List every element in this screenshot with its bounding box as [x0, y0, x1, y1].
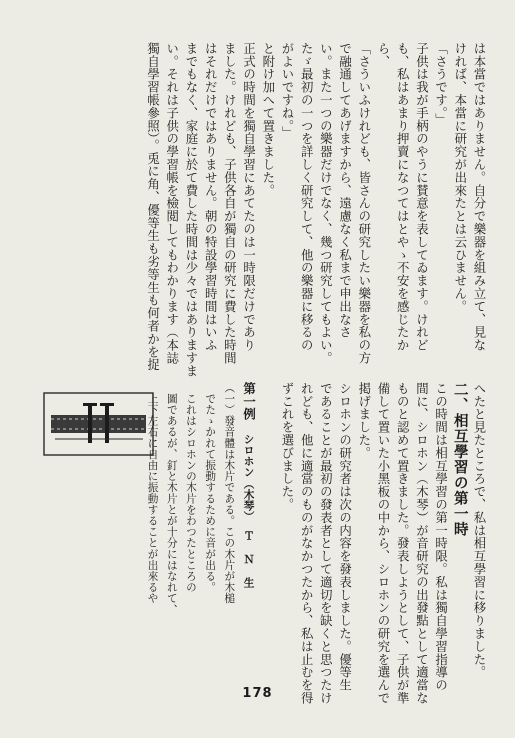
- example-label: 第一例: [241, 382, 257, 421]
- instruction-line: これはシロホンの木片をわつたところの: [184, 382, 197, 593]
- nail-head-left: [83, 403, 97, 406]
- text-line: ものと認めて置きました。發表しようとして、子供が準: [395, 382, 411, 705]
- text-line: ました。けれども、子供各自が獨自の研究に費した時間: [222, 42, 238, 365]
- text-line: へたと見たところで、私は相互學習に移りました。: [472, 382, 487, 679]
- text-line: 獨自學習帳參照）。兎に角、優等生も劣等生も何者かを捉: [145, 42, 161, 372]
- upper-text-block: [143, 42, 489, 378]
- quoted-line: 「さうです。」: [433, 42, 449, 127]
- student-name: Ｔ Ｎ 生: [242, 530, 255, 589]
- nail-head-right: [100, 403, 114, 406]
- text-line: 正式の時間を獨自學習にあてたのは一時限だけであり: [241, 42, 257, 352]
- text-line: も、私はあまり押賣になつてはとやゝ不安を感じたか: [395, 42, 411, 352]
- section-divider: [20, 357, 491, 358]
- text-line: れども、他に適當のものがなかつたから、私は止むを得: [299, 382, 315, 705]
- text-line: がよいですね。」: [279, 42, 295, 139]
- text-line: ければ、本當に研究が出來たとは云ひません。: [452, 42, 468, 313]
- text-line: と附け加へて置きました。: [260, 42, 276, 197]
- text-line: この時間は相互學習の第一時限。私は獨自學習指導の: [433, 382, 449, 692]
- text-line: であることが最初の發表者として適切を缺くと思つたけ: [318, 382, 334, 705]
- text-line: までもなく、家庭に於て費した時間は少々ではありますま: [183, 42, 199, 378]
- text-line: シロホンの研究者は次の内容を發表しました。優等生: [337, 382, 353, 692]
- text-line: 間に、シロホン（木琴）が音研究の出發點として適當な: [414, 382, 430, 705]
- text-line: で融通してあげますから、遠慮なく私まで申出なさ: [337, 42, 353, 339]
- instruction-line: （一）發音體は木片である。この木片が木槌: [223, 382, 236, 604]
- text-line: たゞ最初の一つを詳しく研究して、他の樂器に移るの: [299, 42, 315, 352]
- text-line: い。また一つの樂器だけでなく、幾つ研究してもよい。: [318, 42, 334, 365]
- text-line: はそれだけではありません。朝の特設學習時間はいふ: [203, 42, 219, 352]
- text-line: ら、: [375, 42, 391, 68]
- wooden-bar: [51, 415, 146, 433]
- text-line: 掲げました。: [356, 382, 372, 460]
- example-title: シロホン（木琴）: [242, 433, 255, 518]
- instruction-line: 圖であるが、釘と木片とが十分にはなれて、: [165, 382, 178, 616]
- quoted-line: 「さういふけれども、皆さんの研究したい樂器を私の方: [356, 42, 372, 365]
- instruction-line: 上下左右に自由に振動することが出來るや: [146, 382, 159, 604]
- section-heading: 二、相互學習の第一時: [451, 382, 469, 537]
- text-line: 子供は我が手柄のやうに賛意を表してゐます。けれど: [414, 42, 430, 352]
- xylophone-bar-figure: [43, 391, 154, 457]
- example-heading: [238, 382, 258, 682]
- instruction-line: でたゝかれて振動するために音が出る。: [204, 382, 217, 593]
- text-line: 備して置いた小黑板の中から、シロホンの研究を選んで: [375, 382, 391, 705]
- nail-right: [105, 405, 109, 443]
- xylophone-bar-diagram: [43, 391, 154, 457]
- text-line: い。それは子供の學習帳を檢閲してもわかります（本誌: [164, 42, 180, 365]
- text-line: は本當ではありません。自分で樂器を組み立て、見な: [472, 42, 487, 352]
- nail-left: [88, 405, 92, 443]
- page-number: 178: [242, 686, 273, 701]
- text-line: ずこれを選びました。: [279, 382, 295, 511]
